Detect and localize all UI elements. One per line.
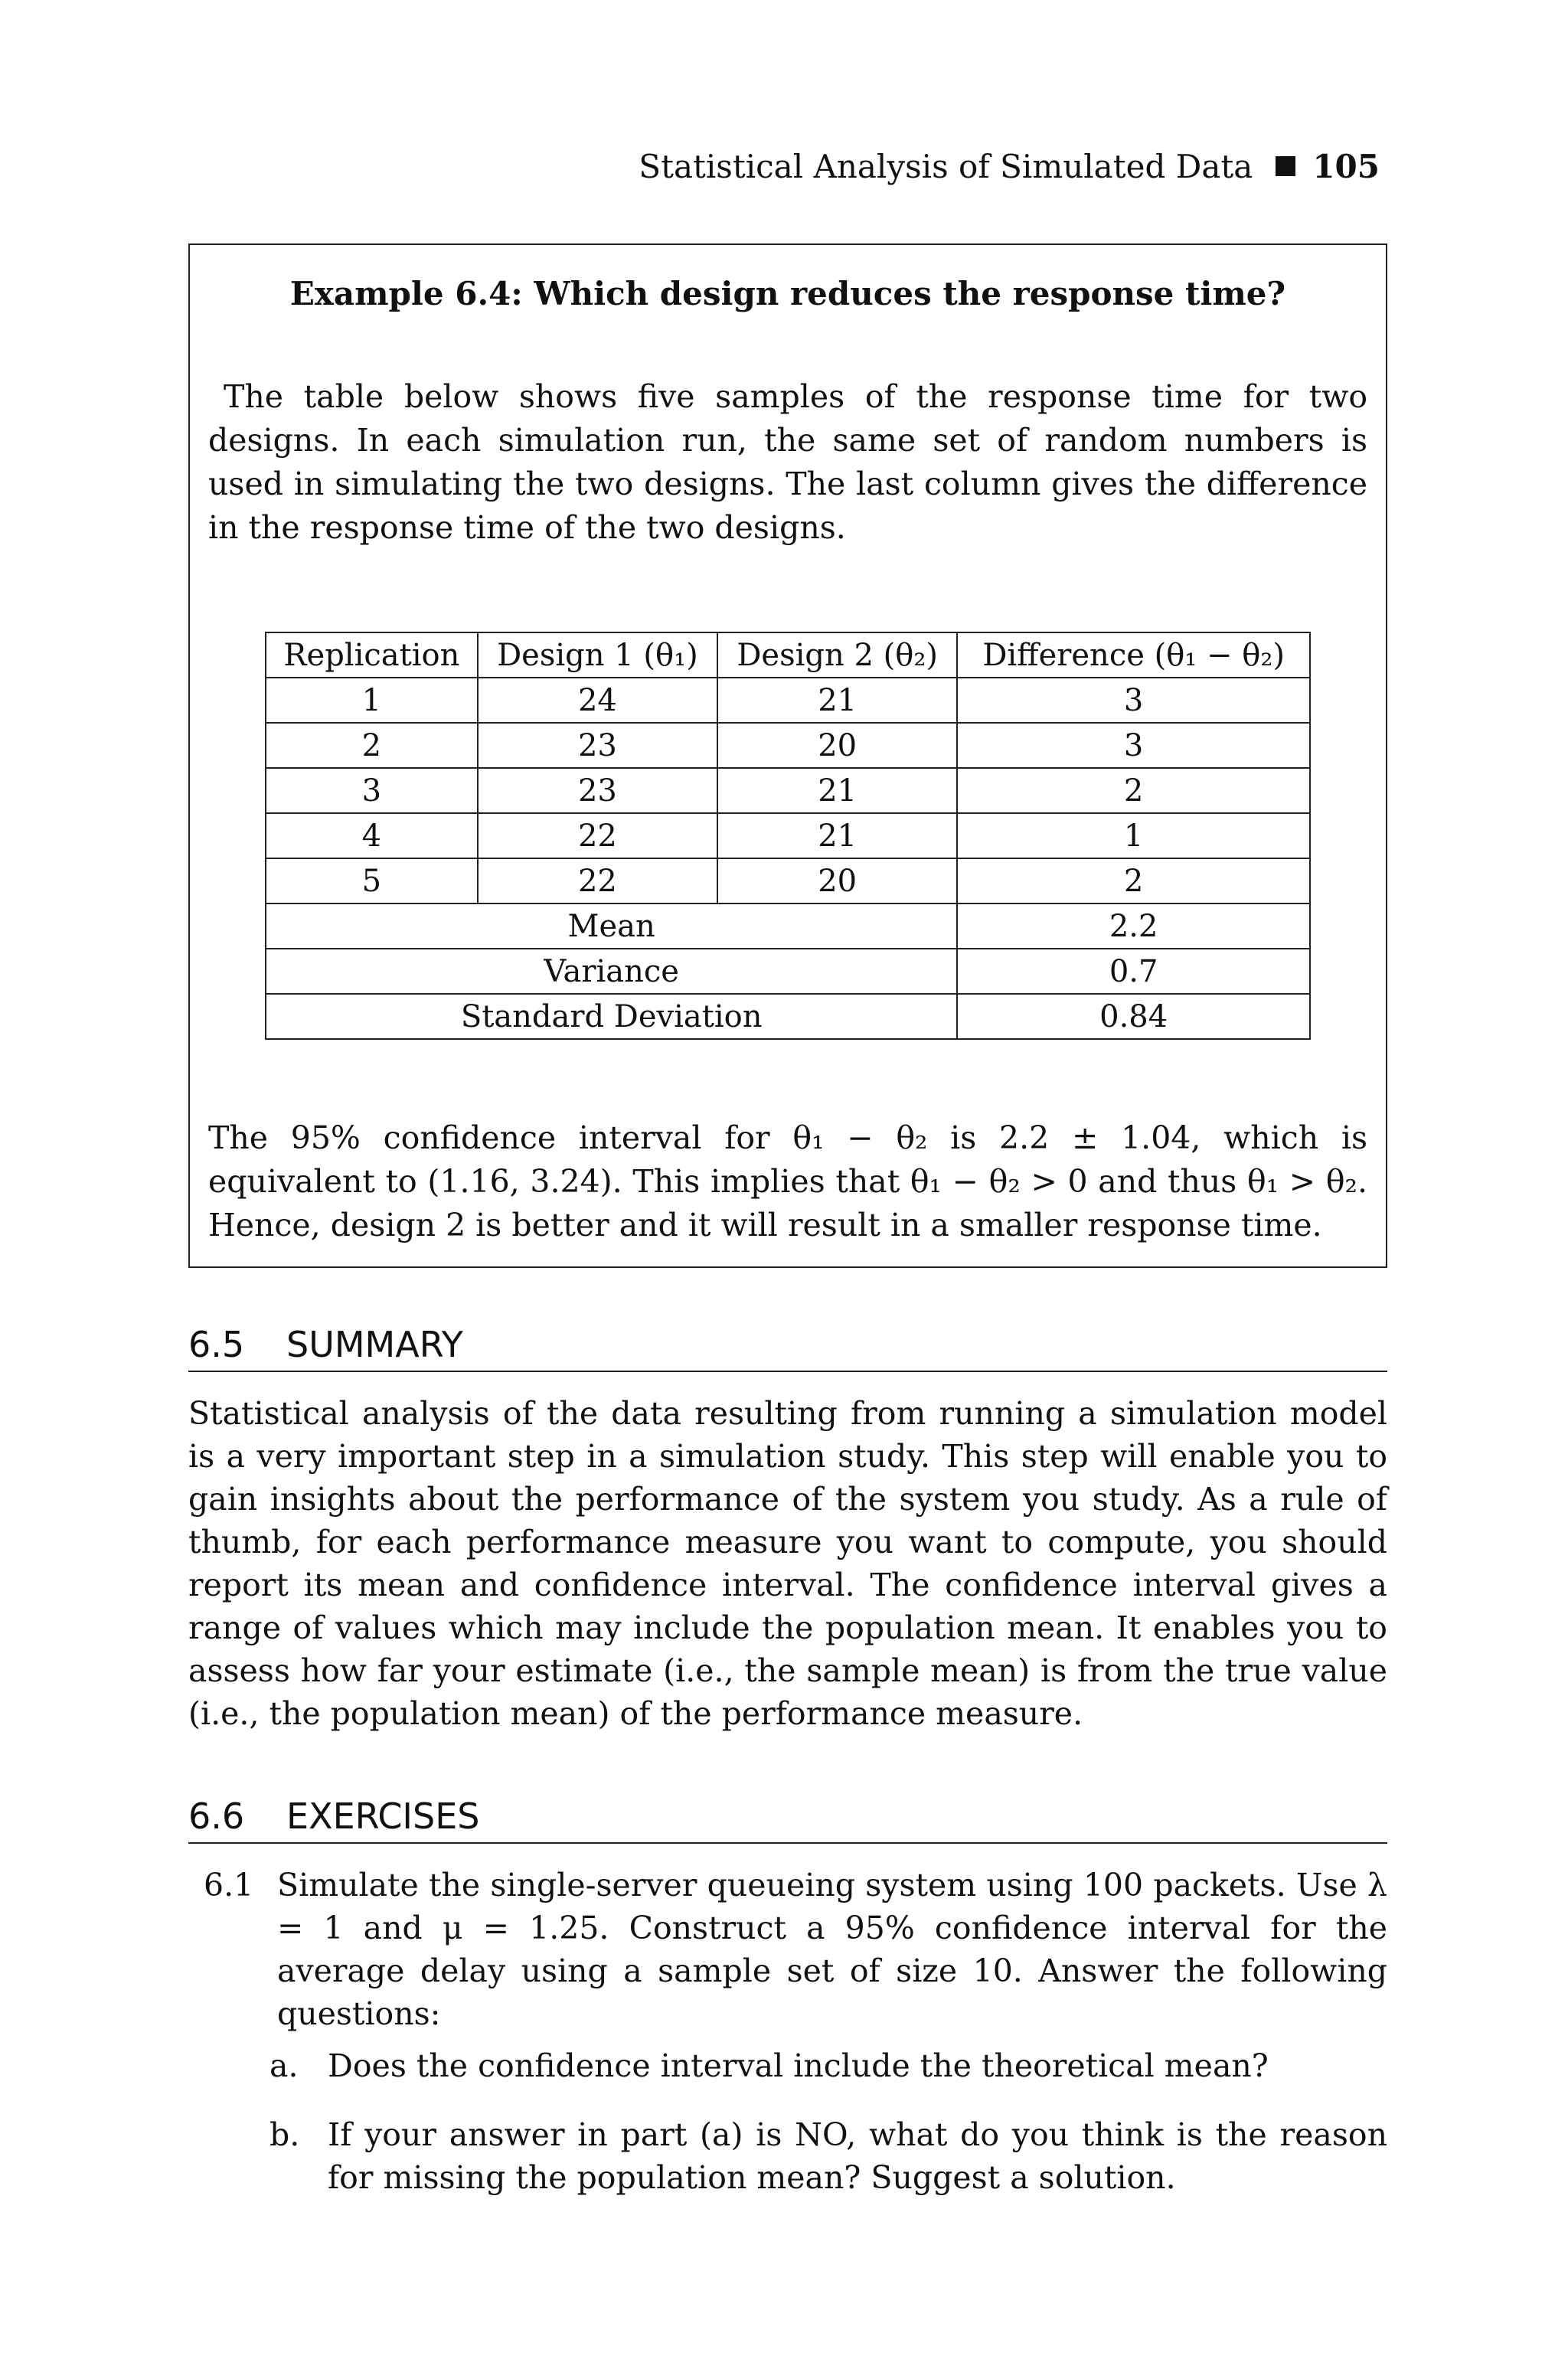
- table-cell: 3: [957, 678, 1310, 723]
- table-cell: 24: [478, 678, 717, 723]
- example-intro: The table below shows five samples of the response time for two designs. In each simulation run, the same set of random numbers is used in simulating the two designs. The last column gives the difference in the response time of the two designs.: [208, 378, 1367, 546]
- subitem-label: a.: [270, 2047, 299, 2084]
- table-cell: 3: [266, 768, 478, 813]
- table-cell: 4: [266, 813, 478, 858]
- stat-value: 2.2: [957, 903, 1310, 949]
- table-header-row: [266, 632, 1310, 678]
- section-number: 6.6: [188, 1796, 245, 1837]
- exercise-number: 6.1: [204, 1867, 254, 1903]
- section-title: EXERCISES: [286, 1796, 480, 1837]
- table-cell: 22: [478, 858, 717, 903]
- stat-row-variance: [266, 949, 1310, 994]
- header-design-2: Design 2 (θ₂): [717, 632, 957, 678]
- table-row: [266, 858, 1310, 903]
- stat-label: Standard Deviation: [266, 994, 957, 1039]
- subitem-label: b.: [270, 2116, 300, 2153]
- stat-row-standard-deviation: [266, 994, 1310, 1039]
- table-row: [266, 678, 1310, 723]
- stat-label: Variance: [266, 949, 957, 994]
- table-cell: 21: [717, 813, 957, 858]
- table-cell: 20: [717, 723, 957, 768]
- table-cell: 3: [957, 723, 1310, 768]
- table-row: [266, 813, 1310, 858]
- square-bullet-icon: [1276, 156, 1295, 176]
- table-cell: 5: [266, 858, 478, 903]
- section-heading-exercises: [188, 1793, 1387, 1844]
- example-title: Example 6.4: Which design reduces the response time?: [289, 275, 1286, 312]
- section-heading-summary: [188, 1322, 1387, 1372]
- stat-label: Mean: [266, 903, 957, 949]
- page-number: 105: [1312, 148, 1380, 185]
- table-cell: 21: [717, 678, 957, 723]
- stat-value: 0.7: [957, 949, 1310, 994]
- section-title: SUMMARY: [286, 1324, 463, 1365]
- table-cell: 2: [957, 768, 1310, 813]
- running-head: [188, 145, 1380, 188]
- subitem-text: If your answer in part (a) is NO, what do you think is the reason for missing the population mean? Suggest a solution.: [328, 2116, 1387, 2196]
- table-row: [266, 768, 1310, 813]
- running-head-title: Statistical Analysis of Simulated Data: [639, 148, 1253, 185]
- response-time-table: [265, 632, 1311, 1040]
- header-replication: Replication: [266, 632, 478, 678]
- table-row: [266, 723, 1310, 768]
- subitem-text: Does the confidence interval include the theoretical mean?: [328, 2047, 1269, 2084]
- example-conclusion: The 95% confidence interval for θ₁ − θ₂ is 2.2 ± 1.04, which is equivalent to (1.16, 3.24). This implies that θ₁ − θ₂ > 0 and thus θ₁ > θ₂. Hence, design 2 is better and it will result in a smaller response time.: [208, 1119, 1367, 1243]
- table-cell: 2: [957, 858, 1310, 903]
- summary-paragraph: Statistical analysis of the data resulting from running a simulation model is a very important step in a simulation study. This step will enable you to gain insights about the performance of the system you study. As a rule of thumb, for each performance measure you want to compute, you should report its mean and confidence interval. The confidence interval gives a range of values which may include the population mean. It enables you to assess how far your estimate (i.e., the sample mean) is from the true value (i.e., the population mean) of the performance measure.: [188, 1395, 1387, 1732]
- table-cell: 23: [478, 768, 717, 813]
- table-cell: 23: [478, 723, 717, 768]
- table-cell: 21: [717, 768, 957, 813]
- table-cell: 22: [478, 813, 717, 858]
- table-cell: 1: [266, 678, 478, 723]
- stat-value: 0.84: [957, 994, 1310, 1039]
- example-box: [188, 243, 1387, 1268]
- section-number: 6.5: [188, 1324, 245, 1365]
- exercise-text: Simulate the single-server queueing system using 100 packets. Use λ = 1 and μ = 1.25. Construct a 95% confidence interval for the average delay using a sample set of size 10. Answer the following questions:: [277, 1867, 1387, 2032]
- table-cell: 1: [957, 813, 1310, 858]
- table-cell: 2: [266, 723, 478, 768]
- table-cell: 20: [717, 858, 957, 903]
- header-design-1: Design 1 (θ₁): [478, 632, 717, 678]
- header-difference: Difference (θ₁ − θ₂): [957, 632, 1310, 678]
- stat-row-mean: [266, 903, 1310, 949]
